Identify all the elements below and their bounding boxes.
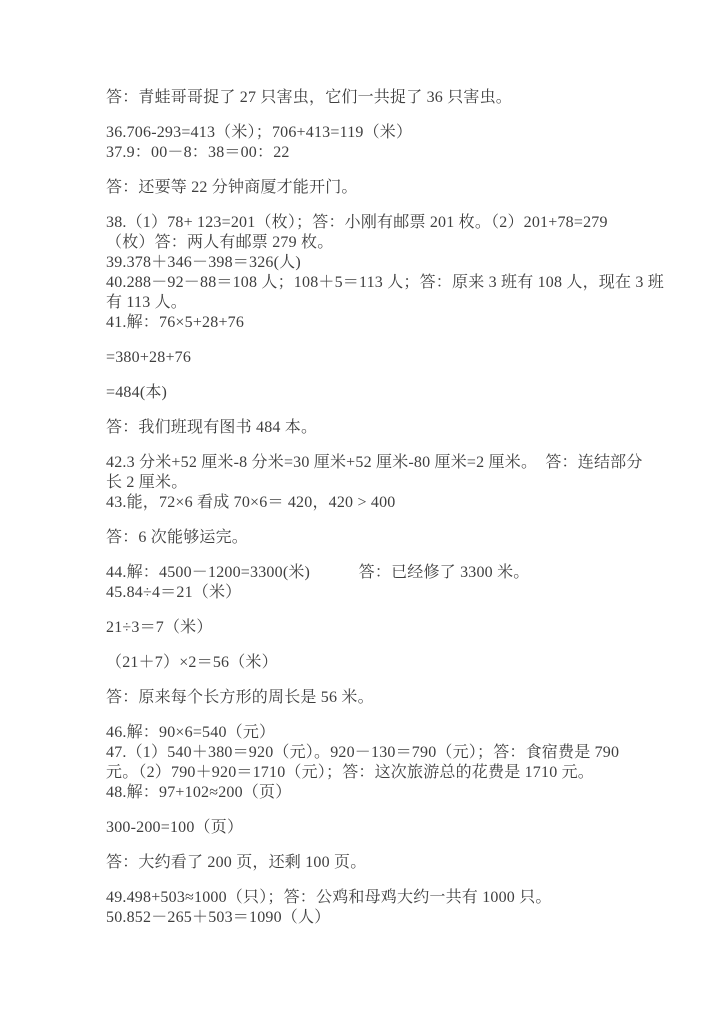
text-line: 答：原来每个长方形的周长是 56 米。 [106,689,374,706]
text-line: 41.解：76×5+28+76 [106,314,245,331]
text-line: 答：还要等 22 分钟商厦才能开门。 [106,179,358,196]
text-line: 42.3 分米+52 厘米-8 分米=30 厘米+52 厘米-80 厘米=2 厘米。 答：连结部分 [106,454,643,471]
text-line: 300-200=100（页） [106,819,244,836]
text-line: （21＋7）×2＝56（米） [106,654,278,671]
text-line: 答：我们班现有图书 484 本。 [106,419,318,436]
text-line: 答：大约看了 200 页，还剩 100 页。 [106,854,367,871]
text-line: 45.84÷4＝21（米） [106,584,242,601]
text-line: 47.（1）540＋380＝920（元）。920－130＝790（元）；答：食宿费是 790 [106,744,620,761]
text-line: 38.（1）78+ 123=201（枚）；答：小刚有邮票 201 枚。（2）201+78=279 [106,214,608,231]
text-line: =484(本) [106,384,168,401]
text-line: （枚）答：两人有邮票 279 枚。 [106,234,334,251]
text-line: 有 113 人。 [106,294,188,311]
text-line: 39.378＋346－398＝326(人) [106,254,301,271]
text-line: 50.852－265＋503＝1090（人） [106,909,331,926]
text-line: 答：6 次能够运完。 [106,529,249,546]
text-line: 40.288－92－88＝108 人；108＋5＝113 人；答：原来 3 班有 108 人，现在 3 班 [106,274,665,291]
text-line: 答：青蛙哥哥捉了 27 只害虫，它们一共捉了 36 只害虫。 [106,89,513,106]
text-line: 36.706-293=413（米）；706+413=119（米） [106,124,413,141]
text-line: 长 2 厘米。 [106,474,188,491]
text-line: 46.解：90×6=540（元） [106,724,276,741]
text-line: 48.解：97+102≈200（页） [106,784,292,801]
text-line: =380+28+76 [106,349,192,366]
text-line: 21÷3＝7（米） [106,619,213,636]
text-line: 37.9：00－8：38＝00：22 [106,144,290,161]
text-line: 44.解：4500－1200=3300(米) 答：已经修了 3300 米。 [106,564,530,581]
text-line: 元。（2）790＋920＝1710（元）；答：这次旅游总的花费是 1710 元。 [106,764,595,781]
text-line: 49.498+503≈1000（只）；答：公鸡和母鸡大约一共有 1000 只。 [106,889,552,906]
text-line: 43.能，72×6 看成 70×6＝ 420，420 > 400 [106,494,396,511]
